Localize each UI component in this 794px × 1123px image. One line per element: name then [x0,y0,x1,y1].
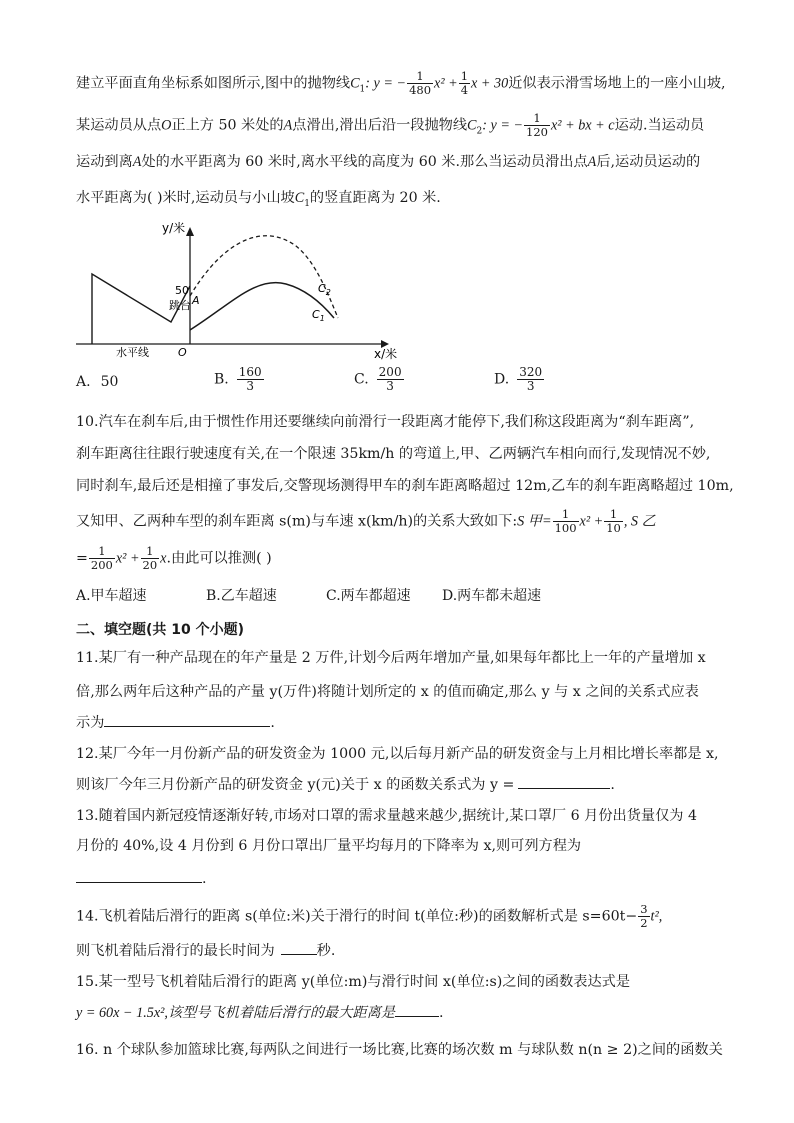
q14-answer-blank[interactable] [281,940,317,955]
q10-line-4: 又知甲、乙两种车型的刹车距离 s(m)与车速 x(km/h)的关系大致如下:S 甲= $\frac{1}{100}$ x² + $\frac{1}{10}$ , S 乙 [76,507,656,535]
q9-line-1: 建立平面直角坐标系如图所示,图中的抛物线$C_1$: y = − $\frac{1}{480}$ x² + $\frac{1}{4}$ x + 30近似表示滑雪场地上的一座小山坡, [76,69,726,97]
x-axis-label: x/米 [374,347,398,361]
label-a: A [192,294,200,307]
q15-line-1: 15.某一型号飞机着陆后滑行的距离 y(单位:m)与滑行时间 x(单位:s)之间的函数表达式是 [76,974,631,990]
label-tiaotai: 跳台 [169,299,191,312]
q10-choice-d: D.两车都未超速 [442,588,542,604]
q10-line-1: 10.汽车在刹车后,由于惯性作用还要继续向前滑行一段距离才能停下,我们称这段距离为“刹车距离”, [76,414,695,430]
q13-line-2: 月份的 40%,设 4 月份到 6 月份口罩出厂量平均每月的下降率为 x,则可列方程为 [76,838,582,854]
section-2-title: 二、填空题(共 10 个小题) [76,622,245,638]
q13-answer-blank[interactable] [76,868,202,883]
q11-answer-blank[interactable] [104,712,270,727]
ski-slope-figure [76,214,406,364]
q16-line-1: 16. n 个球队参加篮球比赛,每两队之间进行一场比赛,比赛的场次数 m 与球队数 n(n ≥ 2)之间的函数关 [76,1042,723,1058]
q12-line-1: 12.某厂今年一月份新产品的研发资金为 1000 元,以后每月新产品的研发资金与上月相比增长率都是 x, [76,746,719,762]
q10-choice-b: B.乙车超速 [206,588,277,604]
label-water: 水平线 [116,346,149,359]
q9-choice-d: D. $\frac{320}{3}$ [494,365,543,393]
q10-line-2: 刹车距离往往跟行驶速度有关,在一个限速 35km/h 的弯道上,甲、乙两辆汽车相向而行,发现情况不妙, [76,446,711,462]
q13-line-1: 13.随着国内新冠疫情逐渐好转,市场对口罩的需求量越来越少,据统计,某口罩厂 6 月份出货量仅为 4 [76,808,697,824]
label-c2: $C_2$ [318,282,331,297]
y-axis-arrow-icon [186,227,194,236]
q10-choice-a: A.甲车超速 [76,588,147,604]
q10-line-3: 同时刹车,最后还是相撞了事发后,交警现场测得甲车的刹车距离略超过 12m,乙车的刹车距离略超过 10m, [76,478,734,494]
label-50: 50 [175,284,189,297]
c2-curve [190,236,338,318]
q15-line-2: y = 60x − 1.5x²,该型号飞机着陆后滑行的最大距离是 . [76,1002,744,1023]
q9-choice-b: B. $\frac{160}{3}$ [214,365,262,393]
c1-curve [190,283,334,330]
q9-line-3: 运动到离A处的水平距离为 60 米时,离水平线的高度为 60 米.那么当运动员滑出点A后,运动员运动的 [76,154,701,170]
q9-line-4: 水平距离为( )米时,运动员与小山坡$C_1$的竖直距离为 20 米. [76,190,441,209]
q10-line-5: = $\frac{1}{200}$ x² + $\frac{1}{20}$ x.由此可以推测( ) [76,544,272,572]
q9-choice-c: C. $\frac{200}{3}$ [354,365,402,393]
q9-choice-a: A. 50 [76,374,119,390]
q11-line-3: 示为 . [76,712,744,733]
q14-line-1: 14.飞机着陆后滑行的距离 s(单位:米)关于滑行的时间 t(单位:秒)的函数解析式是 s=60t− $\frac{3}{2}$ t², [76,902,663,930]
q14-line-2: 则飞机着陆后滑行的最长时间为 秒. [76,940,744,961]
q11-line-2: 倍,那么两年后这种产品的产量 y(万件)将随计划所定的 x 的值而确定,那么 y 与 x 之间的关系式应表 [76,684,699,700]
label-o: O [178,346,187,359]
fraction: $\frac{1}{480}$ [409,69,432,97]
fraction: $\frac{1}{4}$ [460,69,469,97]
q10-choice-c: C.两车都超速 [326,588,411,604]
q9-line-2: 某运动员从点O正上方 50 米处的A点滑出,滑出后沿一段抛物线$C_2$: y = − $\frac{1}{120}$ x² + bx + c运动.当运动员 [76,111,705,139]
q15-answer-blank[interactable] [395,1002,439,1017]
q12-line-2: 则该厂今年三月份新产品的研发资金 y(元)关于 x 的函数关系式为 y = . [76,774,744,795]
fraction: $\frac{1}{120}$ [526,111,548,139]
y-axis-label: y/米 [162,221,186,235]
q13-line-3: . [76,868,744,889]
q12-answer-blank[interactable] [518,774,610,789]
label-c1: $C_1$ [312,308,325,323]
q11-line-1: 11.某厂有一种产品现在的年产量是 2 万件,计划今后两年增加产量,如果每年都比上一年的产量增加 x [76,650,706,666]
